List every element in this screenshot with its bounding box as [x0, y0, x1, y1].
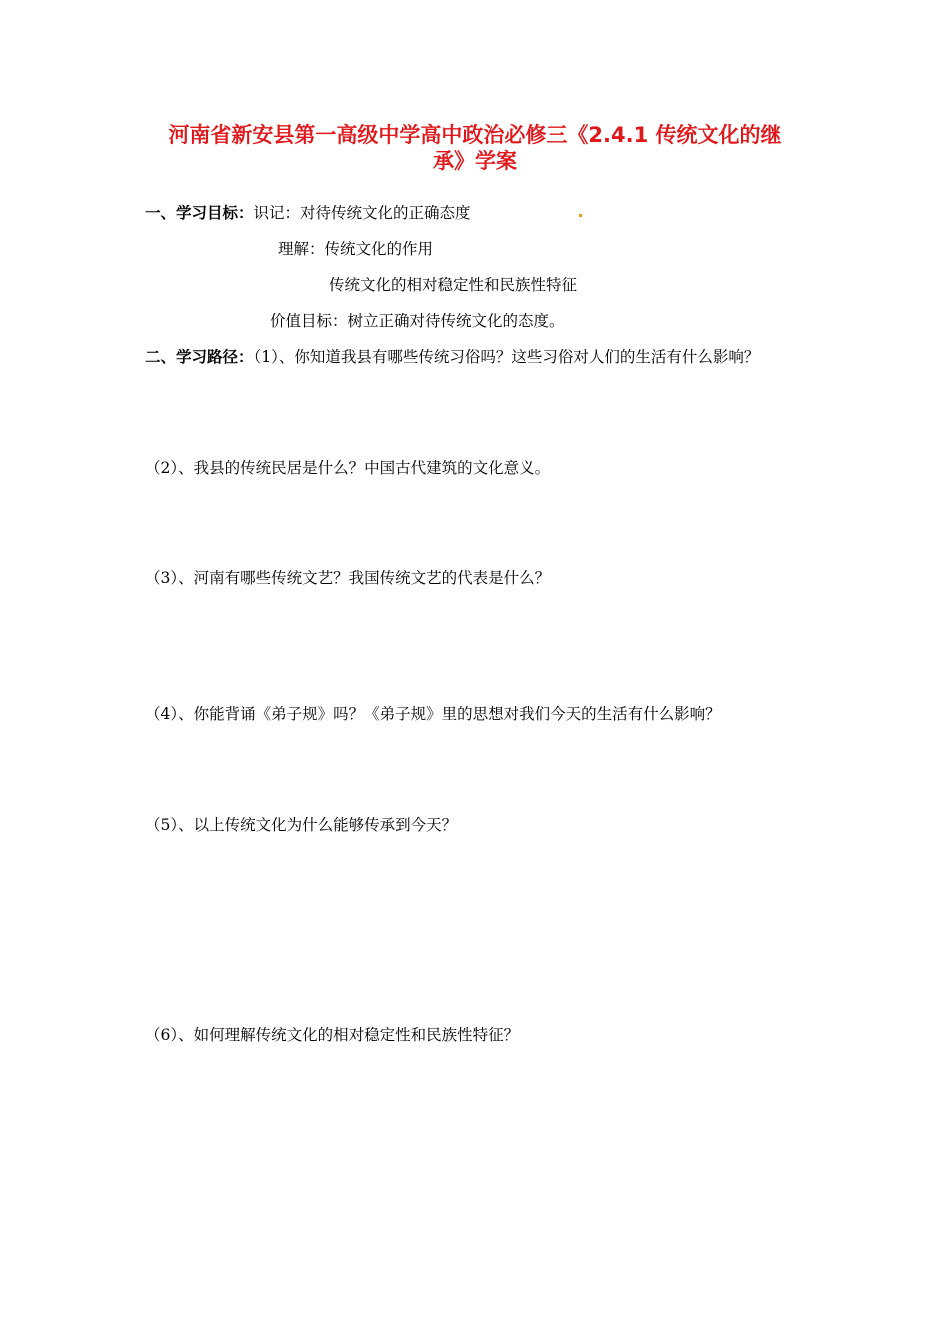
learning-goals-row	[145, 203, 471, 223]
question-3: （3）、河南有哪些传统文艺？我国传统文艺的代表是什么？	[145, 569, 551, 587]
understand-goal-2: 传统文化的相对稳定性和民族性特征	[329, 276, 578, 294]
question-5: （5）、以上传统文化为什么能够传承到今天？	[145, 816, 458, 834]
title-line-2: 承》学案	[433, 149, 517, 173]
learning-path-heading: 二、学习路径：	[145, 348, 254, 366]
learning-goals-heading: 一、学习目标：	[145, 204, 254, 222]
recall-goal: 识记：对待传统文化的正确态度	[253, 204, 471, 222]
decorative-dot	[579, 214, 582, 217]
document-title	[120, 122, 830, 174]
question-6: （6）、如何理解传统文化的相对稳定性和民族性特征？	[145, 1026, 520, 1044]
learning-path-row	[145, 347, 759, 367]
question-2: （2）、我县的传统民居是什么？中国古代建筑的文化意义。	[145, 459, 551, 477]
value-goal: 价值目标：树立正确对待传统文化的态度。	[270, 312, 565, 330]
question-4: （4）、你能背诵《弟子规》吗？《弟子规》里的思想对我们今天的生活有什么影响？	[145, 705, 721, 723]
title-line-1: 河南省新安县第一高级中学高中政治必修三《2.4.1 传统文化的继	[168, 123, 782, 147]
question-1: （1）、你知道我县有哪些传统习俗吗？这些习俗对人们的生活有什么影响？	[253, 348, 760, 366]
understand-goal: 理解：传统文化的作用	[278, 240, 434, 258]
